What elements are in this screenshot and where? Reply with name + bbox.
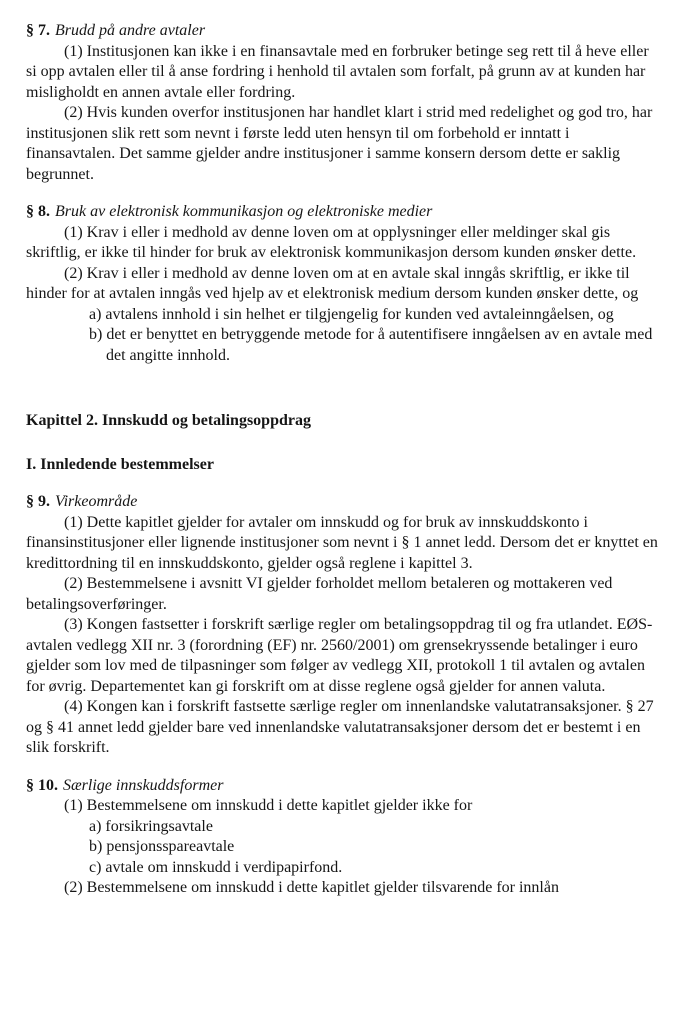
paragraph: (1) Bestemmelsene om innskudd i dette kapitlet gjelder ikke for: [64, 797, 473, 814]
section-title: Bruk av elektronisk kommunikasjon og elektroniske medier: [55, 203, 433, 220]
paragraph: (1) Institusjonen kan ikke i en finansavtale med en forbruker betinge seg rett til å heve eller si opp avtalen eller til å anse fordring i henhold til avtalen som forfalt, på grunn av at kunden har misligholdt en annen avtale eller fordring.: [26, 42, 649, 101]
section-number: § 9.: [26, 493, 50, 510]
paragraph: (2) Hvis kunden overfor institusjonen har handlet klart i strid med redelighet og god tro, har institusjonen slik rett som nevnt i første ledd uten hensyn til om forbehold er inntatt i finansavtalen. Det samme gjelder andre institusjoner i samme konsern dersom dette er saklig begrunnet.: [26, 104, 653, 183]
section-heading-7: [26, 21, 658, 42]
list-item-b: b) det er benyttet en betryggende metode for å autentifisere inngåelsen av en avtale med det angitte innhold.: [89, 326, 653, 364]
paragraph: (2) Bestemmelsene om innskudd i dette kapitlet gjelder tilsvarende for innlån: [64, 879, 559, 896]
subchapter-heading: I. Innledende bestemmelser: [26, 455, 214, 473]
section-title: Virkeområde: [55, 493, 138, 510]
list-item-a: a) forsikringsavtale: [89, 817, 213, 835]
section-number: § 8.: [26, 203, 50, 220]
list-item-c: c) avtale om innskudd i verdipapirfond.: [89, 858, 343, 876]
section-number: § 10.: [26, 776, 58, 794]
paragraph: (1) Dette kapitlet gjelder for avtaler om innskudd og for bruk av innskuddskonto i finansinstitusjoner eller lignende institusjoner som nevnt i § 1 annet ledd. Dersom det er knyttet en kredittordning til en innskuddskonto, gjelder også reglene i kapittel 3.: [26, 513, 658, 572]
list-item-a: a) avtalens innhold i sin helhet er tilgjengelig for kunden ved avtaleinngåelsen, og: [89, 305, 614, 323]
section-heading-9: [26, 492, 658, 513]
paragraph: (2) Krav i eller i medhold av denne loven om at en avtale skal inngås skriftlig, er ikke til hinder for at avtalen inngås ved hjelp av et elektronisk medium dersom kunden ønsker dette, og: [26, 264, 639, 302]
section-title: Brudd på andre avtaler: [55, 22, 206, 39]
section-number: § 7.: [26, 22, 50, 39]
section-heading-8: [26, 202, 658, 223]
section-title: Særlige innskuddsformer: [63, 776, 224, 794]
paragraph: (2) Bestemmelsene i avsnitt VI gjelder forholdet mellom betaleren og mottakeren ved betalingsoverføringer.: [26, 575, 613, 613]
list-item-b: b) pensjonsspareavtale: [89, 838, 235, 855]
paragraph: (4) Kongen kan i forskrift fastsette særlige regler om innenlandske valutatransaksjoner. § 27 og § 41 annet ledd gjelder bare ved innenlandske valutatransaksjoner dersom det er bestemt i en slik forskrift.: [26, 698, 654, 756]
section-heading-10: [26, 776, 658, 797]
chapter-heading: Kapittel 2. Innskudd og betalingsoppdrag: [26, 412, 311, 429]
paragraph: (1) Krav i eller i medhold av denne loven om at opplysninger eller meldinger skal gis skriftlig, er ikke til hinder for bruk av elektronisk kommunikasjon dersom kunden ønsker dette.: [26, 223, 637, 261]
paragraph: (3) Kongen fastsetter i forskrift særlige regler om betalingsoppdrag til og fra utlandet. EØS-avtalen vedlegg XII nr. 3 (forordning (EF) nr. 2560/2001) om grensekryssende betalinger i euro gjelder som lov med de tilpasninger som følger av vedlegg XII, protokoll 1 til avtalen og avtalen for øvrig. Departementet kan gi forskrift om at disse reglene også gjelder for annen valuta.: [26, 616, 653, 695]
